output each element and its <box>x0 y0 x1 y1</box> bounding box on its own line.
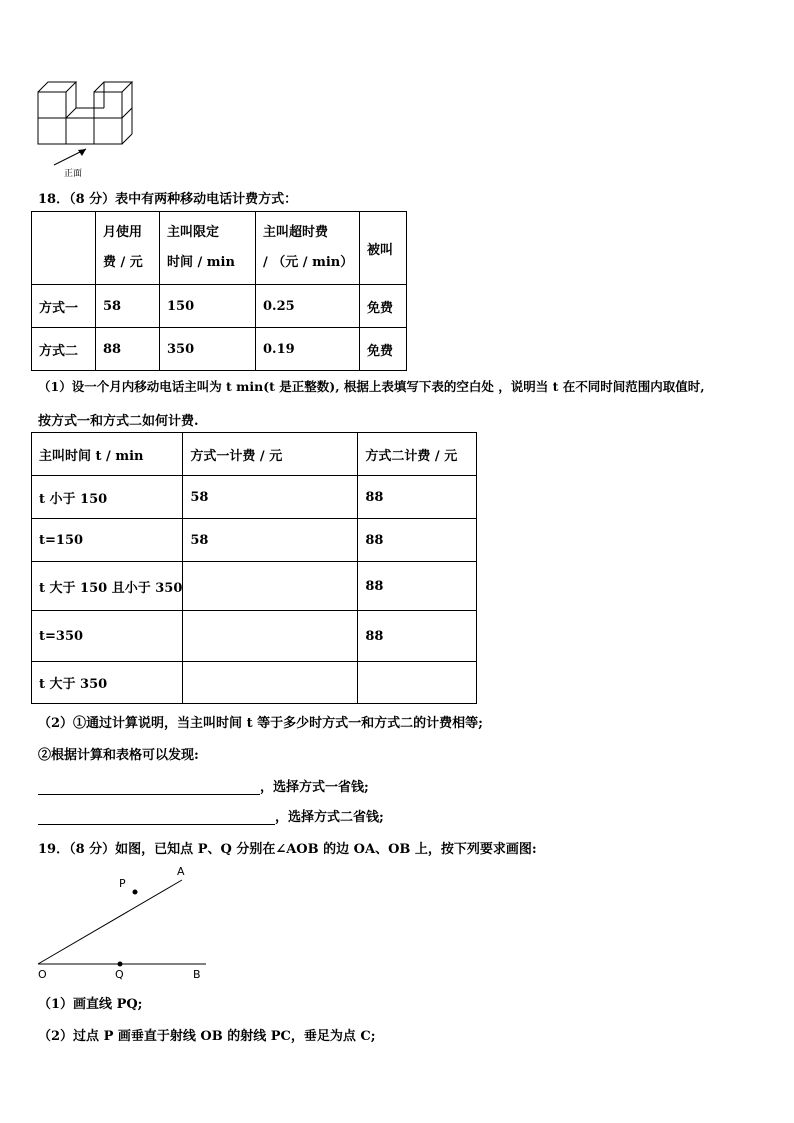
table-cell: 方式二 <box>32 328 96 371</box>
answer-cell[interactable] <box>358 662 477 704</box>
table-row <box>32 285 407 328</box>
table-cell: 58 <box>96 285 160 328</box>
table-cell: 58 <box>183 519 358 562</box>
billing-table <box>31 211 407 371</box>
table-cell: 88 <box>358 562 477 611</box>
blank1-suffix: ，选择方式一省钱; <box>260 780 369 795</box>
header-cell: 月使用 费 / 元 <box>96 212 160 285</box>
table-row <box>32 519 477 562</box>
front-label: 正面 <box>64 169 83 179</box>
table-cell: t 小于 150 <box>32 476 183 519</box>
table-row <box>32 662 477 704</box>
blank2-suffix: ，选择方式二省钱; <box>275 810 384 825</box>
table-cell: 88 <box>358 476 477 519</box>
label-q: Q <box>115 968 124 981</box>
table-cell: 88 <box>96 328 160 371</box>
table-row <box>32 562 477 611</box>
q19-title: 19．（8 分）如图，已知点 P、Q 分别在∠AOB 的边 OA、OB 上，按下列要求画图: <box>38 842 537 857</box>
table-cell: 88 <box>358 519 477 562</box>
table-row <box>32 476 477 519</box>
table-cell: t=150 <box>32 519 183 562</box>
header-cell: 被叫 <box>360 212 407 285</box>
table-cell: t 大于 150 且小于 350 <box>32 562 183 611</box>
table-cell: t=350 <box>32 611 183 662</box>
table-header-row <box>32 212 407 285</box>
answer-cell[interactable] <box>183 611 358 662</box>
point-p <box>133 890 138 895</box>
table-cell: 88 <box>358 611 477 662</box>
q18-part2-b: ②根据计算和表格可以发现: <box>38 748 199 763</box>
table-cell: 150 <box>160 285 256 328</box>
label-o: O <box>38 968 47 981</box>
table-cell: t 大于 350 <box>32 662 183 704</box>
table-cell: 0.25 <box>256 285 360 328</box>
table-cell: 免费 <box>360 328 407 371</box>
answer-cell[interactable] <box>183 662 358 704</box>
label-a: A <box>177 865 185 878</box>
q19-part2: （2）过点 P 画垂直于射线 OB 的射线 PC，垂足为点 C; <box>38 1029 376 1044</box>
header-cell: 主叫时间 t / min <box>32 433 183 476</box>
angle-diagram <box>34 862 214 984</box>
q19-part1: （1）画直线 PQ; <box>38 997 143 1012</box>
answer-blank-2[interactable] <box>38 810 275 825</box>
cube-figure <box>30 74 140 180</box>
fee-range-table <box>31 432 477 704</box>
table-cell: 0.19 <box>256 328 360 371</box>
blank-line-2 <box>38 806 384 825</box>
header-cell: 方式一计费 / 元 <box>183 433 358 476</box>
cube-drawing <box>30 74 140 180</box>
answer-blank-1[interactable] <box>38 780 260 795</box>
table-header-row <box>32 433 477 476</box>
table-cell: 58 <box>183 476 358 519</box>
header-cell: 主叫限定 时间 / min <box>160 212 256 285</box>
blank-line-1 <box>38 776 369 795</box>
q18-title: 18．（8 分）表中有两种移动电话计费方式： <box>38 192 298 207</box>
table-cell: 350 <box>160 328 256 371</box>
header-cell: 方式二计费 / 元 <box>358 433 477 476</box>
q18-part1-line2: 按方式一和方式二如何计费. <box>38 414 199 429</box>
answer-cell[interactable] <box>183 562 358 611</box>
table-cell: 方式一 <box>32 285 96 328</box>
header-cell <box>32 212 96 285</box>
point-q <box>118 962 123 967</box>
label-b: B <box>193 968 201 981</box>
table-cell: 免费 <box>360 285 407 328</box>
q18-part2-a: （2）①通过计算说明，当主叫时间 t 等于多少时方式一和方式二的计费相等; <box>38 716 483 731</box>
table-row <box>32 328 407 371</box>
table-row <box>32 611 477 662</box>
q18-part1-line1: （1）设一个月内移动电话主叫为 t min(t 是正整数), 根据上表填写下表的空白处 ，说明当 t 在不同时间范围内取值时, <box>38 379 705 394</box>
header-cell: 主叫超时费 / （元 / min） <box>256 212 360 285</box>
label-p: P <box>119 877 126 890</box>
